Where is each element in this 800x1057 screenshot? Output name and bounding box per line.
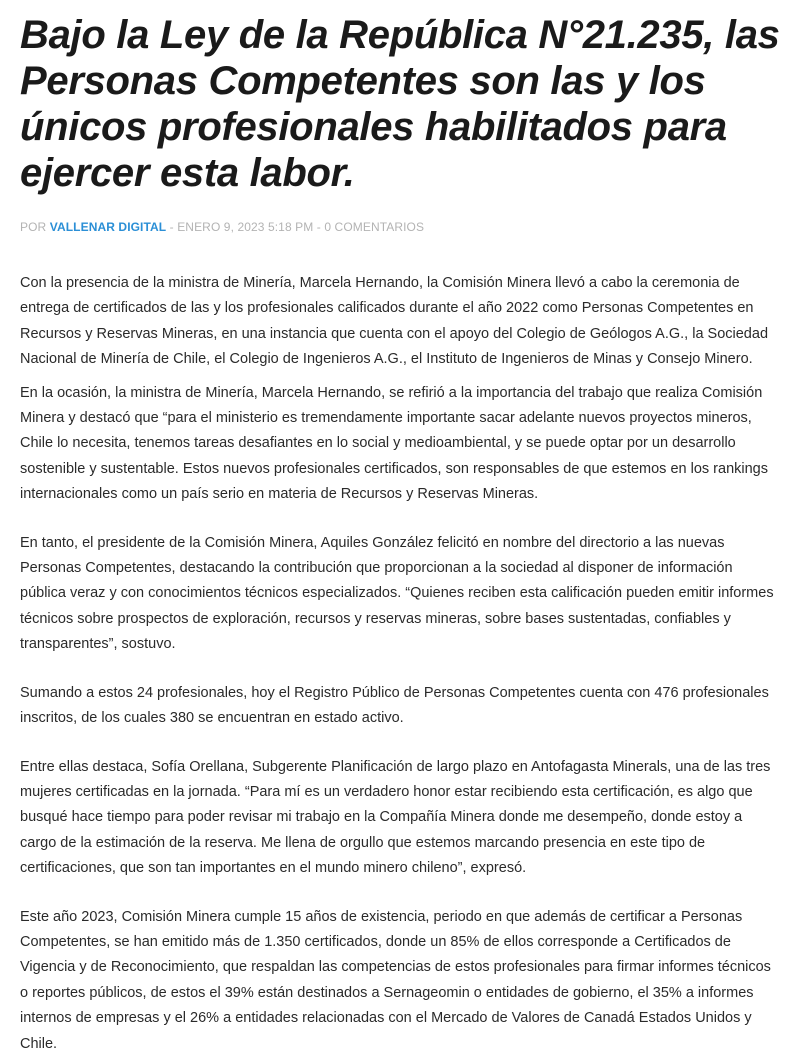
article-meta: [20, 220, 782, 234]
comments-link[interactable]: 0 COMENTARIOS: [324, 220, 425, 234]
meta-by: POR: [20, 220, 50, 234]
paragraph: En tanto, el presidente de la Comisión Minera, Aquiles González felicitó en nombre del directorio a las nuevas Personas Competentes, destacando la contribución que proporcionan a la sociedad al disponer de información pública veraz y con conocimientos técnicos especializados. “Quienes reciben esta calificación pueden emitir informes técnicos sobre prospectos de exploración, recursos y reservas mineras, sobre bases sustentadas, confiables y transparentes”, sostuvo.: [20, 534, 774, 653]
article-title: Bajo la Ley de la República N°21.235, las Personas Competentes son las y los únicos profesionales habilitados para ejercer esta labor.: [20, 13, 780, 195]
paragraph: Sumando a estos 24 profesionales, hoy el Registro Público de Personas Competentes cuenta con 476 profesionales inscritos, de los cuales 380 se encuentran en estado activo.: [20, 684, 769, 727]
paragraph: Este año 2023, Comisión Minera cumple 15 años de existencia, periodo en que además de certificar a Personas Competentes, se han emitido más de 1.350 certificados, donde un 85% de ellos corresponde a Certificados de Vigencia y de Reconocimiento, que respaldan las competencias de estos profesionales para firmar informes técnicos o reportes públicos, de estos el 39% están destinados a Sernageomin o entidades de gobierno, el 35% a informes internos de empresas y el 26% a entidades relacionadas con el Mercado de Valores de Canadá Estados Unidos y Chile.: [20, 908, 771, 1052]
author-link[interactable]: VALLENAR DIGITAL: [49, 220, 167, 234]
paragraph: Entre ellas destaca, Sofía Orellana, Subgerente Planificación de largo plazo en Antofagasta Minerals, una de las tres mujeres certificadas en la jornada. “Para mí es un verdadero honor estar recibiendo esta certificación, es algo que busqué hace tiempo para poder revisar mi trabajo en la Compañía Minera donde me desempeño, donde estoy a cargo de la estimación de la reserva. Me llena de orgullo que estemos marcando presencia en este tipo de certificaciones, que son tan importantes en el mundo minero chileno”, expresó.: [20, 758, 771, 877]
article-body: [20, 271, 782, 1057]
paragraph: Con la presencia de la ministra de Minería, Marcela Hernando, la Comisión Minera llevó a cabo la ceremonia de entrega de certificados de las y los profesionales calificados durante el año 2022 como Personas Competentes en Recursos y Reservas Mineras, en una instancia que cuenta con el apoyo del Colegio de Geólogos A.G., la Sociedad Nacional de Minería de Chile, el Colegio de Ingenieros A.G., el Instituto de Ingenieros de Minas y Consejo Minero.: [20, 275, 769, 368]
paragraph: En la ocasión, la ministra de Minería, Marcela Hernando, se refirió a la importancia del trabajo que realiza Comisión Minera y destacó que “para el ministerio es tremendamente importante sacar adelante nuevos proyectos mineros, Chile lo necesita, tenemos tareas desafiantes en lo social y medioambiental, y se puede optar por un desarrollo sostenible y sustentable. Estos nuevos profesionales certificados, son responsables de que estemos en los rankings internacionales como un país serio en materia de Recursos y Reservas Mineras.: [20, 384, 768, 503]
article: [20, 12, 782, 1057]
meta-date: - ENERO 9, 2023 5:18 PM -: [166, 220, 325, 234]
